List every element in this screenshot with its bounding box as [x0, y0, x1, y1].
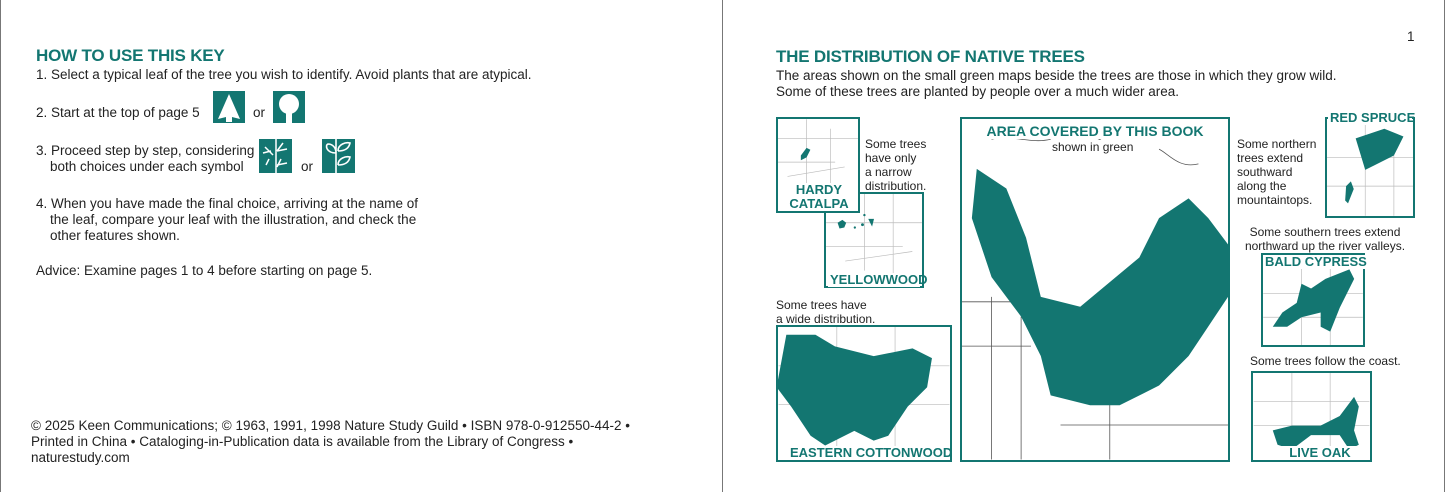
step-4-line-3: other features shown.	[50, 228, 180, 243]
how-to-title: HOW TO USE THIS KEY	[36, 46, 225, 65]
distribution-title: THE DISTRIBUTION OF NATIVE TREES	[776, 47, 1085, 66]
or-label: or	[301, 159, 314, 174]
simple-leaf-icon	[322, 139, 355, 173]
red-spruce-label: RED SPRUCE	[1330, 110, 1416, 125]
step-3-line-2: both choices under each symbol	[50, 159, 244, 174]
narrow-distribution-text: Some trees have only a narrow distribution.	[865, 137, 927, 193]
coast-text: Some trees follow the coast.	[1250, 354, 1401, 368]
hardy-catalpa-label: HARDY CATALPA	[786, 183, 852, 211]
southern-trees-text: Some southern trees extend northward up the river valleys.	[1244, 225, 1406, 253]
copyright-line-3: naturestudy.com	[31, 450, 130, 465]
advice: Advice: Examine pages 1 to 4 before starting on page 5.	[36, 263, 373, 278]
or-label: or	[253, 105, 266, 120]
compound-leaf-icon	[259, 139, 292, 173]
eastern-cottonwood-label: EASTERN COTTONWOOD	[790, 445, 953, 460]
main-map-title: AREA COVERED BY THIS BOOK	[975, 124, 1215, 139]
step-4-line-1: 4. When you have made the final choice, arriving at the name of	[36, 196, 418, 211]
main-map-subtitle: shown in green	[1052, 140, 1134, 154]
area-covered-map	[960, 117, 1230, 462]
bald-cypress-label: BALD CYPRESS	[1265, 254, 1367, 269]
step-2: 2. Start at the top of page 5	[36, 105, 200, 120]
wide-distribution-text: Some trees have a wide distribution.	[776, 298, 876, 326]
left-page-border	[0, 0, 1, 492]
page-gutter	[722, 0, 723, 492]
conifer-tree-icon	[213, 91, 245, 123]
yellowwood-label: YELLOWWOOD	[830, 272, 928, 287]
copyright-line-1: © 2025 Keen Communications; © 1963, 1991, 1998 Nature Study Guild • ISBN 978-0-912550-44-2 •	[31, 418, 630, 433]
live-oak-label: LIVE OAK	[1281, 446, 1359, 460]
intro-line-1: The areas shown on the small green maps beside the trees are those in which they grow wild.	[776, 68, 1337, 83]
eastern-cottonwood-map	[776, 325, 952, 462]
northern-trees-text: Some northern trees extend southward along the mountaintops.	[1237, 137, 1317, 207]
broadleaf-tree-icon	[273, 91, 305, 123]
step-3-line-1: 3. Proceed step by step, considering	[36, 143, 255, 158]
red-spruce-map	[1325, 117, 1415, 218]
page-number: 1	[1407, 29, 1415, 44]
intro-line-2: Some of these trees are planted by people over a much wider area.	[776, 84, 1179, 99]
step-1: 1. Select a typical leaf of the tree you wish to identify. Avoid plants that are atypical.	[36, 67, 532, 82]
step-4-line-2: the leaf, compare your leaf with the illustration, and check the	[50, 212, 417, 227]
copyright-line-2: Printed in China • Cataloging-in-Publication data is available from the Library of Congress •	[31, 434, 574, 449]
